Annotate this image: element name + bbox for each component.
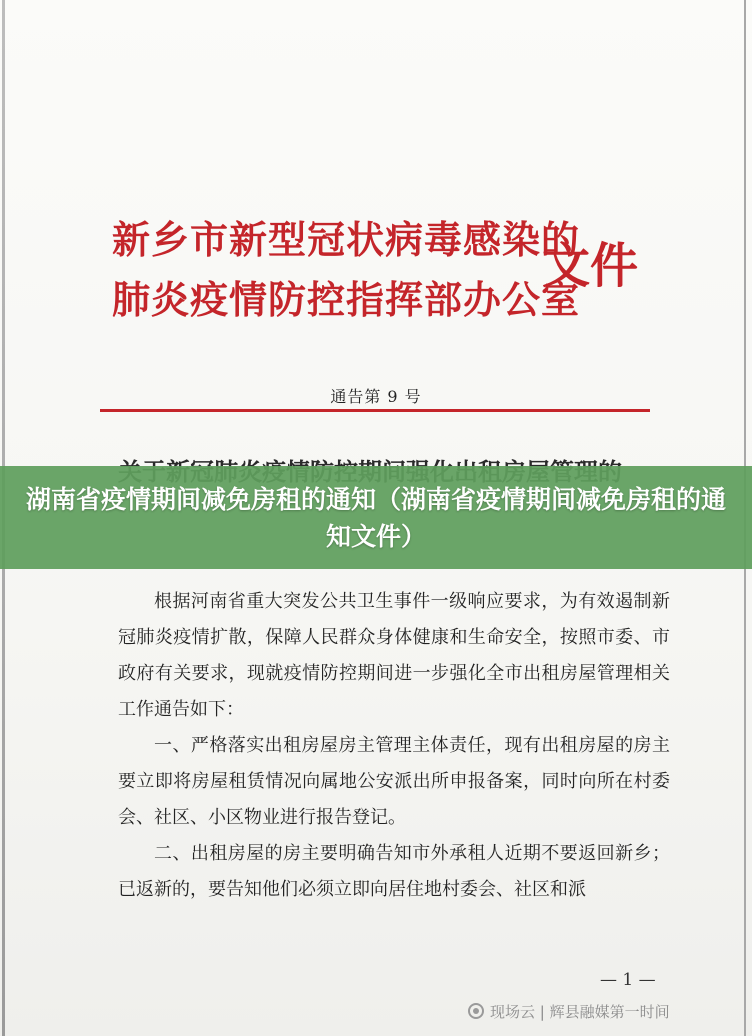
- document-header: [112, 210, 652, 340]
- banner-title: 湖南省疫情期间减免房租的通知（湖南省疫情期间减免房租的通知文件）: [26, 484, 727, 551]
- red-divider: [100, 409, 650, 412]
- paragraph-1: 根据河南省重大突发公共卫生事件一级响应要求，为有效遏制新冠肺炎疫情扩散，保障人民群众身体健康和生命安全，按照市委、市政府有关要求，现就疫情防控期间进一步强化全市出租房屋管理相关工作通告如下：: [118, 591, 670, 720]
- page-number: — 1 —: [600, 970, 656, 990]
- title-banner: [0, 466, 752, 569]
- header-issuer: [112, 210, 581, 330]
- paragraph-2: 一、严格落实出租房屋房主管理主体责任，现有出租房屋的房主要立即将房屋租赁情况向属地公安派出所申报备案，同时向所在村委会、社区、小区物业进行报告登记。: [118, 735, 670, 828]
- source-watermark: [468, 996, 738, 1026]
- notice-number: 通告第 9 号: [330, 387, 422, 406]
- paragraph-3: 二、出租房屋的房主要明确告知市外承租人近期不要返回新乡；已返新的，要告知他们必须立即向居住地村委会、社区和派: [118, 843, 670, 900]
- header-line-2: 肺炎疫情防控指挥部办公室: [112, 277, 581, 322]
- circle-logo-icon: [468, 1003, 484, 1019]
- header-line-1: 新乡市新型冠状病毒感染的: [112, 217, 581, 262]
- header-suffix: 文件: [542, 238, 639, 294]
- watermark-text: 现场云 | 辉县融媒第一时间: [490, 1002, 670, 1021]
- document-body: [118, 584, 670, 908]
